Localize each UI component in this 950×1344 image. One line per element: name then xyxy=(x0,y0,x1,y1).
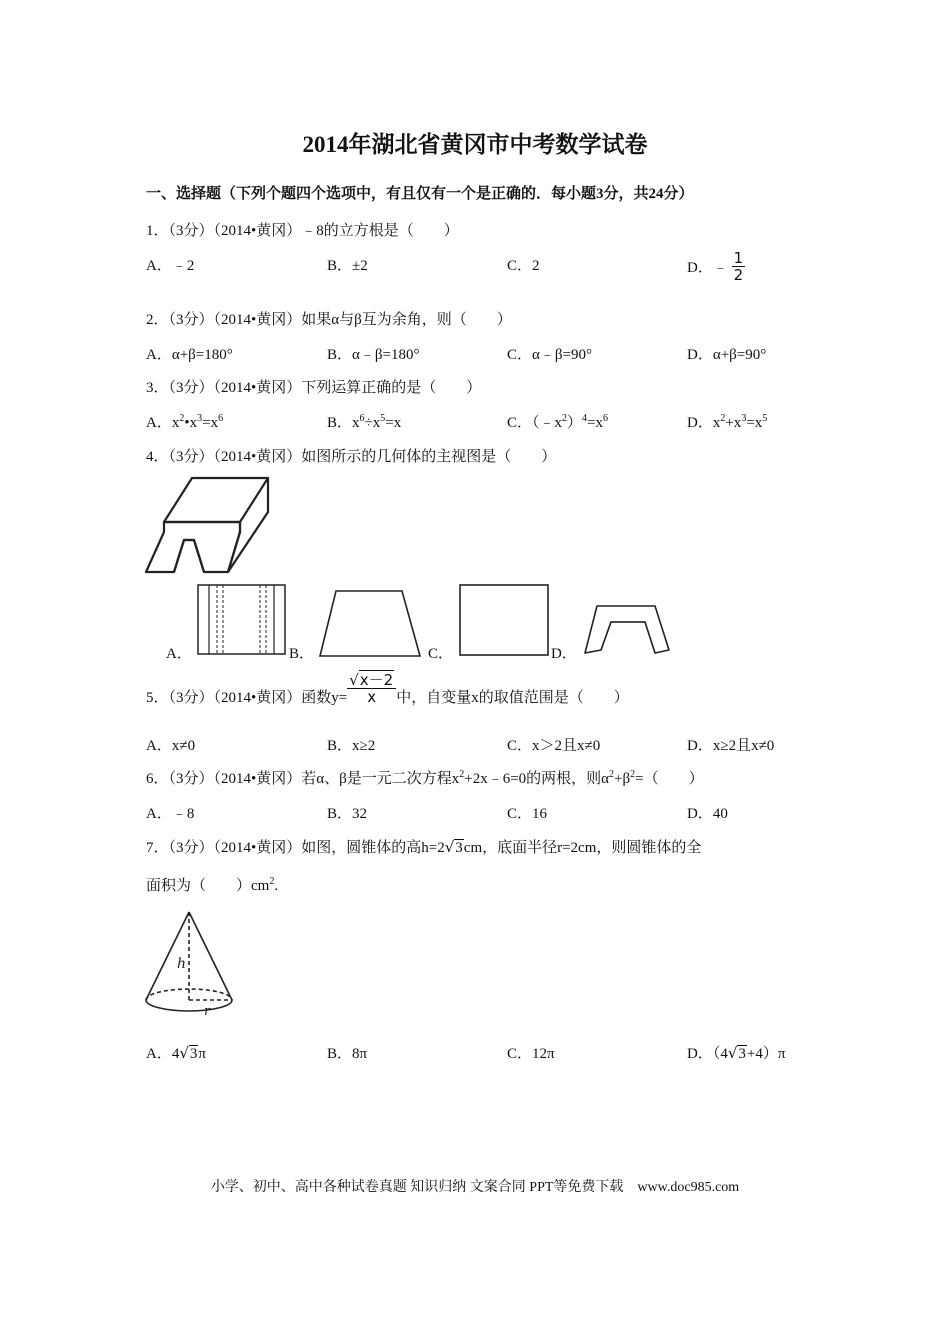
question-7-stem-line2 xyxy=(146,874,278,895)
question-1-stem: 1．（3分）（2014•黄冈）﹣8的立方根是（ ） xyxy=(146,223,459,239)
q6-option-d: D．40 xyxy=(687,806,728,822)
q1-option-d xyxy=(687,249,745,284)
q4-option-c: C． xyxy=(428,646,454,662)
q4-option-c-figure xyxy=(459,584,550,657)
q1-option-c: C．2 xyxy=(507,258,540,274)
q4-option-d-figure xyxy=(583,600,671,656)
sup: 2 xyxy=(609,769,615,780)
cone-height-label: h xyxy=(177,956,187,972)
fraction-numerator xyxy=(347,672,396,689)
q6-option-c: C．16 xyxy=(507,806,548,822)
q5-stem-pre: 5．（3分）（2014•黄冈）函数y= xyxy=(146,690,348,706)
q6-stem-post: =（ ） xyxy=(635,771,704,787)
q2-option-b: B．α﹣β=180° xyxy=(327,347,420,363)
sqrt-3 xyxy=(445,838,464,857)
sup: 3 xyxy=(741,413,747,424)
q4-option-a-figure xyxy=(197,584,287,656)
sup: 2 xyxy=(630,769,636,780)
radical-sign: √ xyxy=(444,838,455,856)
radical-sign: √ xyxy=(179,1044,189,1062)
q1-option-d-fraction xyxy=(732,250,746,283)
sup: 2 xyxy=(179,413,185,424)
q5-function-fraction xyxy=(347,672,396,705)
q3-option-b: B．$x^6\div x^5=x$ xyxy=(327,413,402,431)
q5-option-c: C．x＞2且x≠0 xyxy=(507,738,601,754)
fraction-denominator: 2 xyxy=(733,266,744,284)
fraction-denominator: x xyxy=(367,688,377,707)
q4-option-a: A． xyxy=(166,646,192,662)
radicand: 3 xyxy=(189,1046,198,1062)
sup: 5 xyxy=(762,413,768,424)
q1-option-a: A．﹣2 xyxy=(146,258,195,274)
question-6-stem xyxy=(146,767,704,788)
question-3-stem: 3．（3分）（2014•黄冈）下列运算正确的是（ ） xyxy=(146,380,482,396)
q7-a-post: π xyxy=(198,1046,206,1062)
page-title: 2014年湖北省黄冈市中考数学试卷 xyxy=(302,132,648,157)
q1-option-b: B．±2 xyxy=(327,258,368,274)
q4-solid-figure xyxy=(140,472,275,582)
q6-option-b: B．32 xyxy=(327,806,368,822)
q5-option-b: B．x≥2 xyxy=(327,738,376,754)
section-heading: 一、选择题（下列个题四个选项中，有且仅有一个是正确的．每小题3分，共24分） xyxy=(146,186,694,202)
radicand: 3 xyxy=(455,840,463,856)
q7-stem-post: cm，底面半径r=2cm，则圆锥体的全 xyxy=(463,840,702,856)
question-2-stem: 2．（3分）（2014•黄冈）如果α与β互为余角，则（ ） xyxy=(146,312,512,328)
question-5-stem xyxy=(146,671,629,707)
q4-option-d: D． xyxy=(551,646,577,662)
q7-d-pre: D．（4 xyxy=(687,1046,728,1062)
sup: 2 xyxy=(459,769,465,780)
q7-option-b: B．8π xyxy=(327,1046,368,1062)
sup: 6 xyxy=(603,413,608,424)
q4-option-b: B． xyxy=(289,646,315,662)
q6-option-a: A．﹣8 xyxy=(146,806,195,822)
q5-stem-post: 中，自变量x的取值范围是（ ） xyxy=(396,690,629,706)
radicand: 3 xyxy=(738,1046,746,1062)
q2-option-d: D．α+β=90° xyxy=(687,347,767,363)
q3-option-c: C．$(﹣x^2)^4=x^6$ xyxy=(507,413,608,431)
sup: 6 xyxy=(359,413,365,424)
q7-option-c: C．12π xyxy=(507,1046,555,1062)
cone-radius-label: r xyxy=(204,1004,211,1019)
q2-option-c: C．α﹣β=90° xyxy=(507,347,592,363)
radical-sign: √ xyxy=(349,671,359,690)
sup: 2 xyxy=(720,413,726,424)
sup: 3 xyxy=(197,413,203,424)
q4-option-b-figure xyxy=(318,590,422,658)
q6-stem-mid: +2x﹣6=0的两根，则α xyxy=(464,771,610,787)
q7-stem-line2-pre: 面积为（ ）cm xyxy=(146,878,270,894)
fraction-numerator: 1 xyxy=(733,249,744,267)
q6-stem-mid: +β xyxy=(614,771,631,787)
question-7-stem-line1 xyxy=(146,836,701,857)
q2-option-a: A．α+β=180° xyxy=(146,347,233,363)
q7-d-post: +4）π xyxy=(746,1046,786,1062)
sup: 2 xyxy=(562,413,568,424)
q6-stem-pre: 6．（3分）（2014•黄冈）若α、β是一元二次方程x xyxy=(146,771,460,787)
sup: 6 xyxy=(218,413,224,424)
q7-stem-pre: 7．（3分）（2014•黄冈）如图，圆锥体的高h=2 xyxy=(146,840,445,856)
sup: 2 xyxy=(269,876,275,887)
sup: 5 xyxy=(380,413,386,424)
q3-option-a: A．$x^2•x^3=x^6$ xyxy=(146,413,224,431)
q7-stem-line2-post: . xyxy=(274,878,279,894)
sup: 4 xyxy=(582,413,588,424)
page-footer[interactable]: 小学、初中、高中各种试卷真题 知识归纳 文案合同 PPT等免费下载 www.doc985.com xyxy=(210,1180,740,1195)
radicand: x－2 xyxy=(359,671,394,690)
question-4-stem: 4．（3分）（2014•黄冈）如图所示的几何体的主视图是（ ） xyxy=(146,449,557,465)
q7-option-a xyxy=(146,1042,206,1063)
q7-cone-figure xyxy=(142,910,236,1022)
radical-sign: √ xyxy=(727,1044,738,1062)
q5-option-d: D．x≥2且x≠0 xyxy=(687,738,775,754)
q5-option-a: A．x≠0 xyxy=(146,738,196,754)
q7-a-pre: A．4 xyxy=(146,1046,180,1062)
q3-option-d: D．$x^2+x^3=x^5$ xyxy=(687,413,768,431)
q1-option-d-prefix: D．﹣ xyxy=(687,259,728,276)
q7-option-d xyxy=(687,1042,785,1063)
